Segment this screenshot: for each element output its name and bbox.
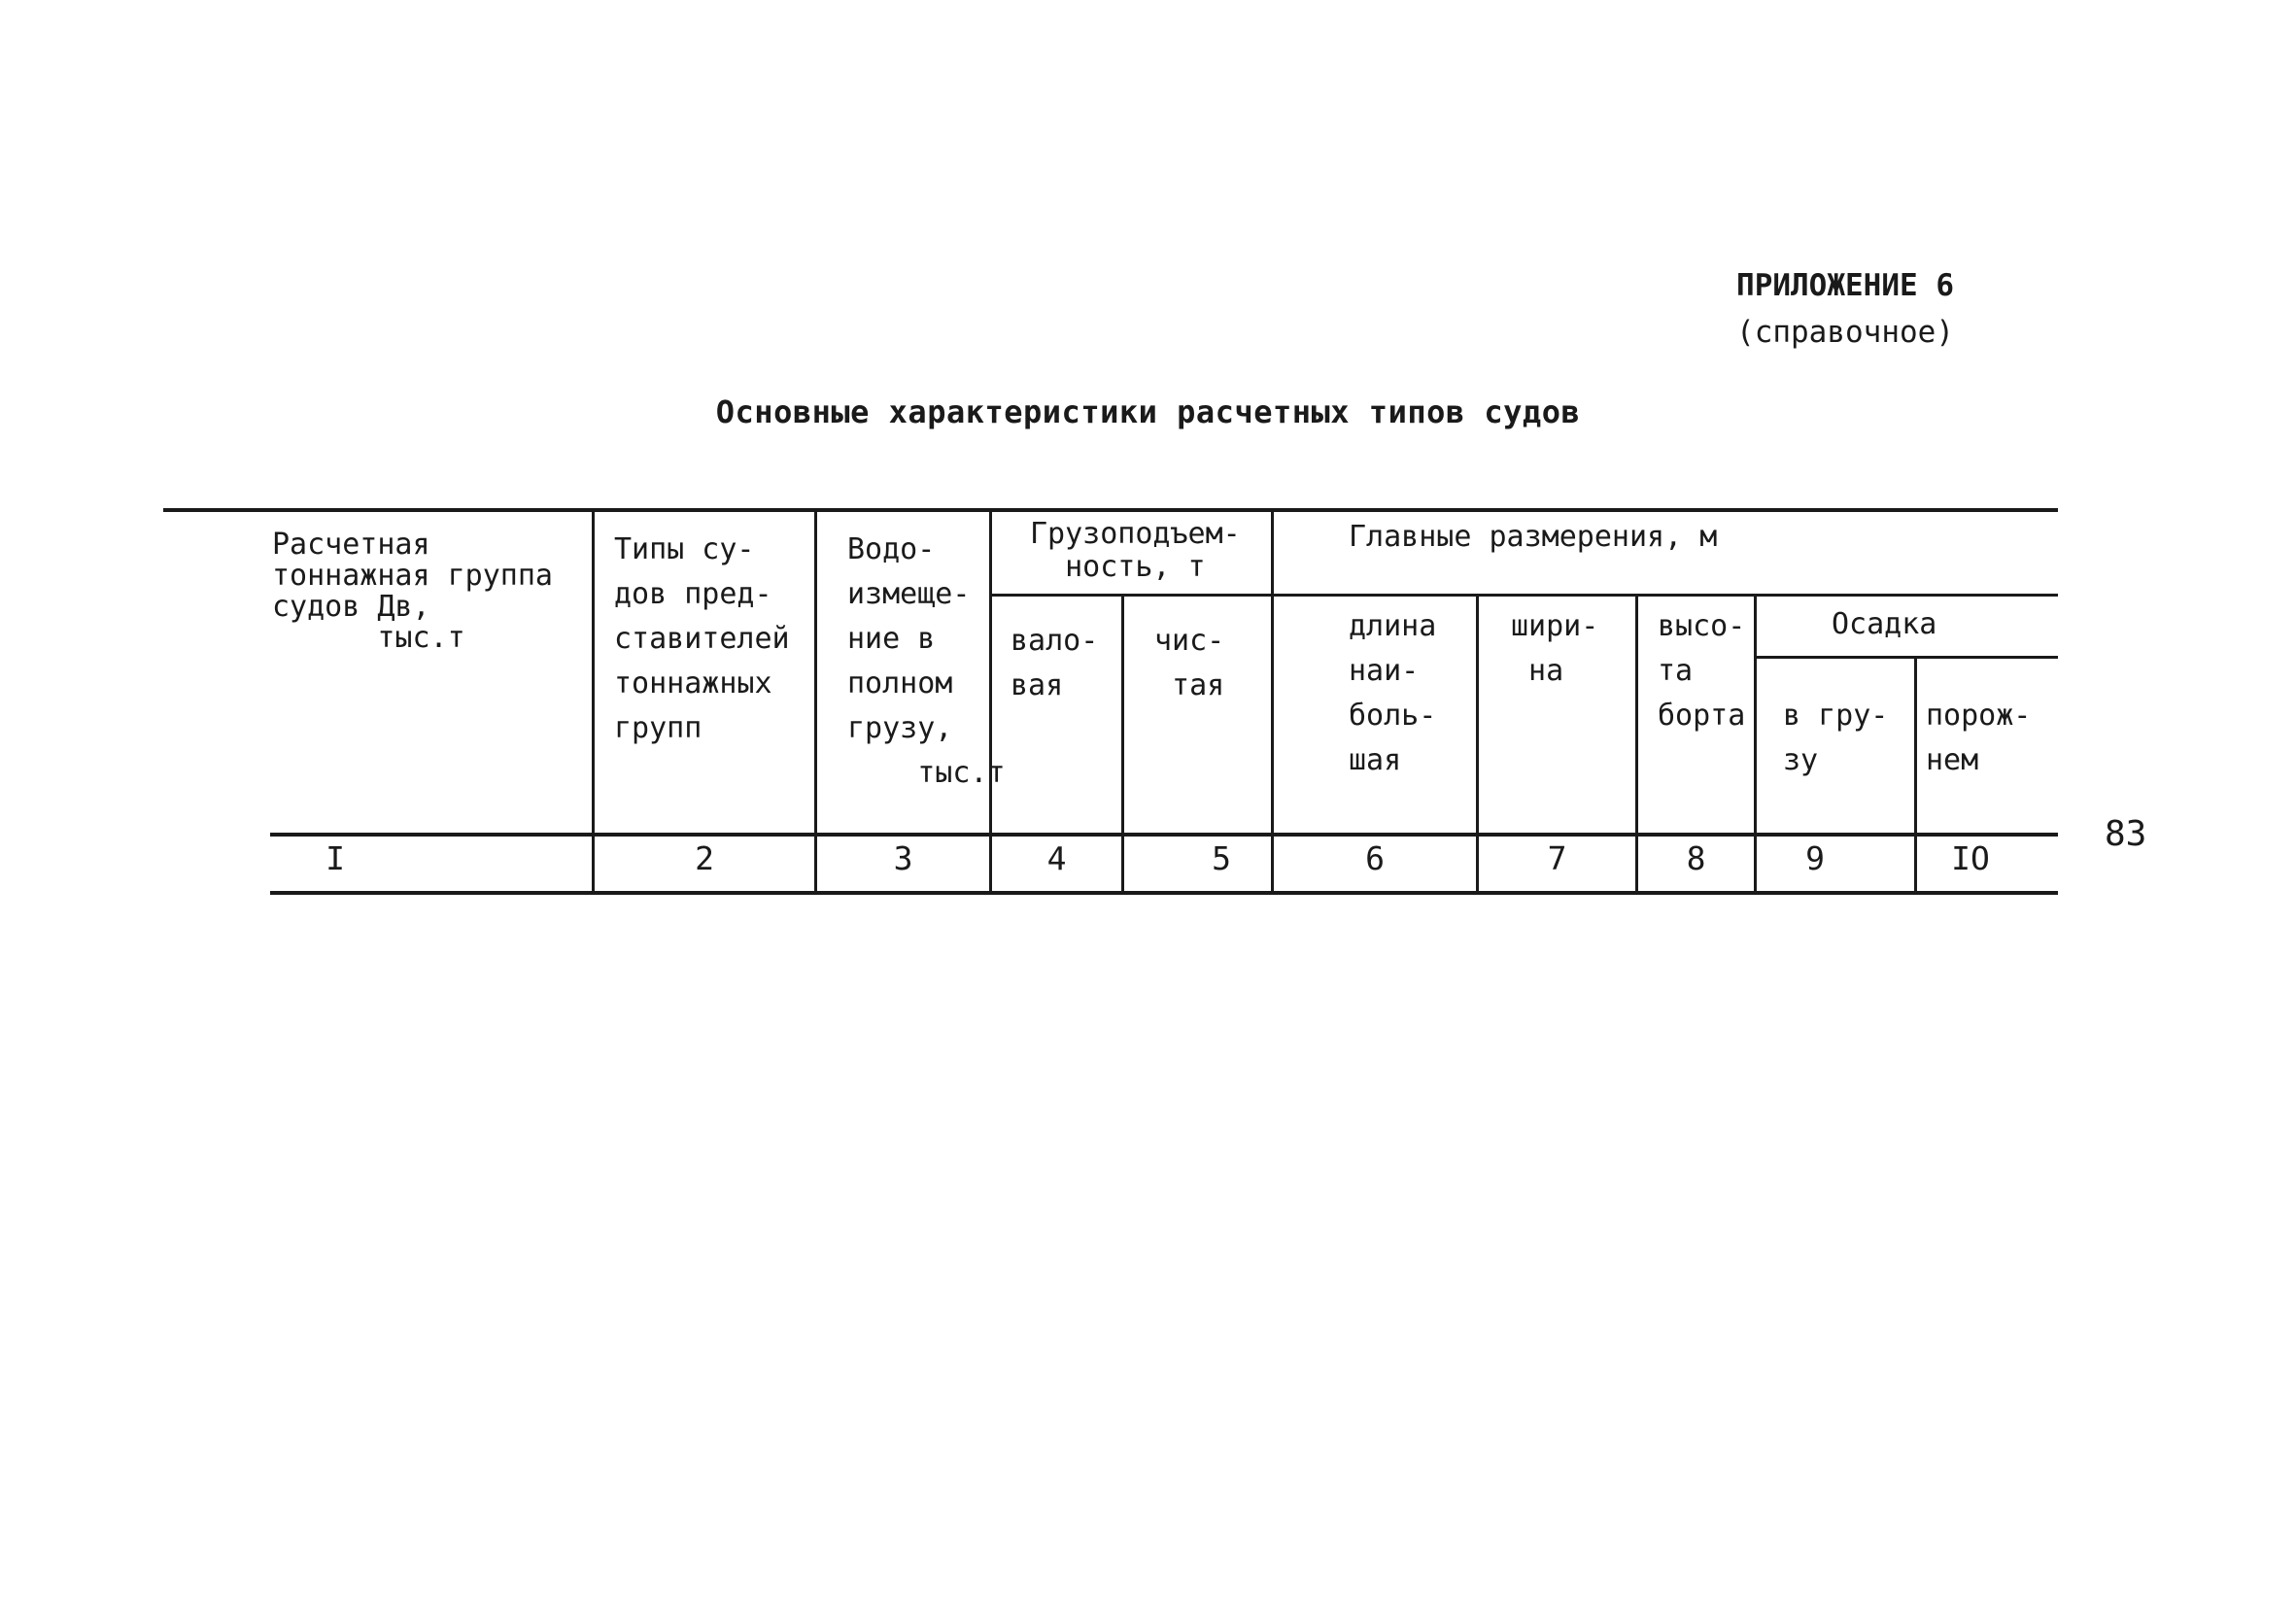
column-number: 5 [1212,839,1231,877]
header-ship-types: Типы су- дов пред- ставителей тоннажных групп [614,532,790,745]
appendix-type: (справочное) [1736,315,1954,350]
table-bottom-rule [270,891,2058,895]
column-number: 2 [695,839,714,877]
appendix-number: ПРИЛОЖЕНИЕ 6 [1736,268,1954,303]
page-number: 83 [2105,814,2147,854]
column-number: 7 [1547,839,1567,877]
column-number: 4 [1046,839,1067,877]
dimensions-group-rule [1271,594,2058,597]
column-number: 8 [1686,839,1706,877]
header-draft-empty: порож- нем [1926,699,2032,777]
document-title: Основные характеристики расчетных типов судов [715,393,1581,430]
column-number: I [326,839,345,877]
col-divider-5 [1271,508,1274,893]
header-height: высо- та борта [1658,609,1746,733]
col-divider-2 [814,508,817,893]
header-displacement: Водо- измеще- ние в полном грузу, тыс.т [847,532,1006,790]
col-divider-1 [592,508,595,893]
header-capacity-group: Грузоподъем- ность, т [1030,517,1241,584]
header-draft-loaded: в гру- зу [1783,699,1889,777]
header-gross: вало- вая [1011,624,1099,702]
header-draft-group: Осадка [1832,607,1937,641]
column-number: 6 [1365,839,1385,877]
header-length: длина наи- боль- шая [1349,609,1437,777]
column-number: 3 [893,839,913,877]
header-dimensions-group: Главные размерения, м [1349,520,1718,554]
header-net: чис- тая [1154,624,1225,702]
header-tonnage-group: Расчетная тоннажная группа судов Дв, тыс.т [272,528,553,655]
capacity-group-rule [989,594,1271,597]
table-top-rule [163,508,2058,512]
header-width: шири- на [1511,609,1599,688]
column-number: 9 [1805,839,1825,877]
header-bottom-rule [270,833,2058,837]
column-number: IO [1951,839,1990,877]
draft-group-rule [1754,656,2058,659]
